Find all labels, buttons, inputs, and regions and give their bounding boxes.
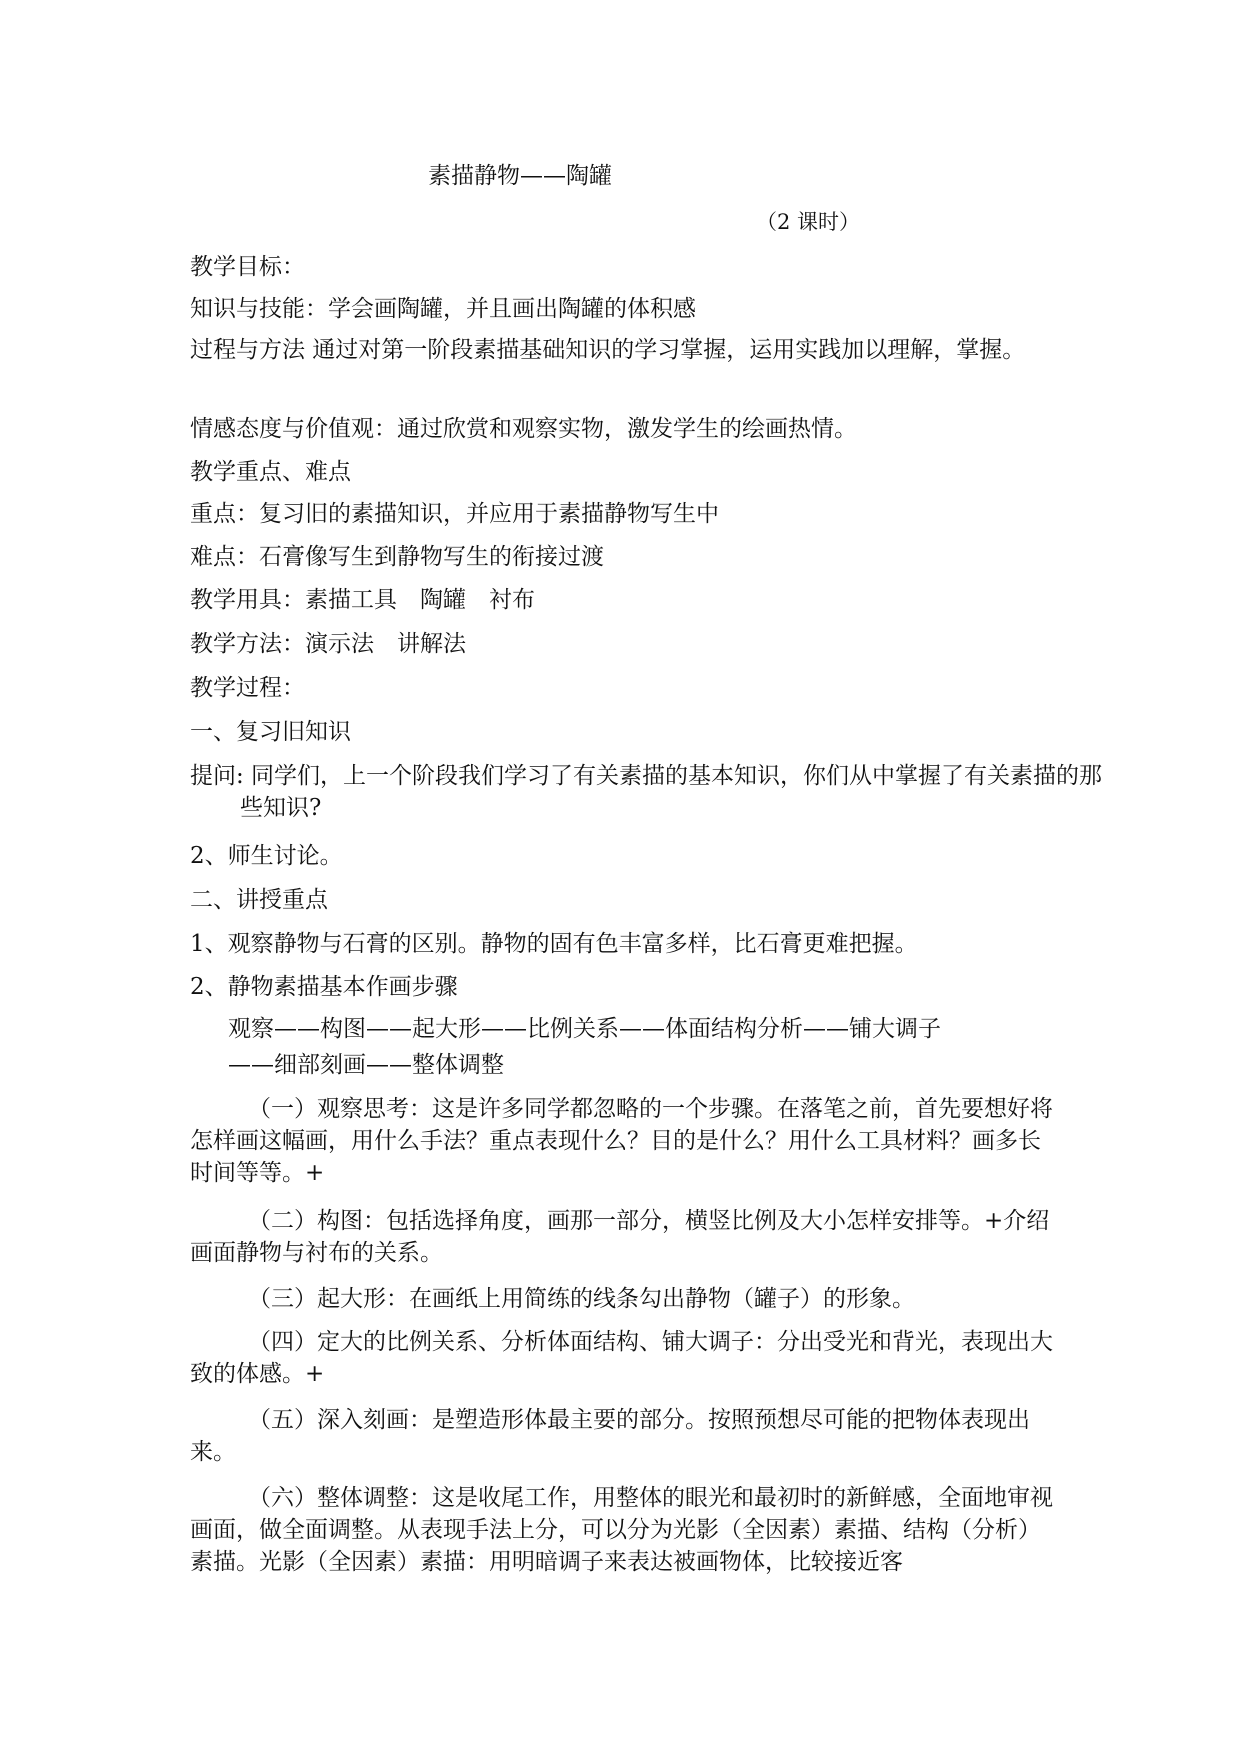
- discussion-line: 2、师生讨论。: [190, 843, 343, 869]
- step-rough-shape-paragraph: （三）起大形：在画纸上用简练的线条勾出静物（罐子）的形象。: [248, 1286, 915, 1312]
- step-proportion-paragraph: （四）定大的比例关系、分析体面结构、铺大调子：分出受光和背光，表现出大致的体感。+: [190, 1329, 1053, 1387]
- steps-sequence-line-2: ——细部刻画——整体调整: [228, 1052, 504, 1078]
- goal-heading: 教学目标：: [190, 254, 305, 280]
- step-adjust-paragraph: （六）整体调整：这是收尾工作，用整体的眼光和最初时的新鲜感，全面地审视画面，做全面调整。从表现手法上分，可以分为光影（全因素）素描、结构（分析）素描。光影（全因素）素描：用明暗调子来表达被画物体，比较接近客: [190, 1485, 1053, 1575]
- teaching-key-heading: 二、讲授重点: [190, 887, 328, 913]
- process-method-paragraph: 过程与方法 通过对第一阶段素描基础知识的学习掌握，运用实践加以理解，掌握。: [190, 337, 1026, 363]
- step-detail-paragraph: （五）深入刻画：是塑造形体最主要的部分。按照预想尽可能的把物体表现出来。: [190, 1407, 1030, 1465]
- key-difficulty-heading: 教学重点、难点: [190, 459, 351, 485]
- step-composition-paragraph: （二）构图：包括选择角度，画那一部分，横竖比例及大小怎样安排等。+介绍画面静物与衬布的关系。: [190, 1208, 1050, 1266]
- step-observe-paragraph: （一）观察思考：这是许多同学都忽略的一个步骤。在落笔之前，首先要想好将怎样画这幅画，用什么手法？重点表现什么？目的是什么？用什么工具材料？画多长时间等等。+: [190, 1096, 1053, 1186]
- lesson-duration: （2 课时）: [756, 210, 861, 234]
- teaching-tools-line: 教学用具：素描工具 陶罐 衬布: [190, 587, 535, 613]
- observe-difference-line: 1、观察静物与石膏的区别。静物的固有色丰富多样，比石膏更难把握。: [190, 931, 918, 957]
- steps-heading: 2、静物素描基本作画步骤: [190, 974, 458, 1000]
- teaching-methods-line: 教学方法：演示法 讲解法: [190, 631, 466, 657]
- document-title: 素描静物——陶罐: [428, 163, 612, 189]
- knowledge-skill-line: 知识与技能：学会画陶罐，并且画出陶罐的体积感: [190, 296, 696, 322]
- steps-sequence-line-1: 观察——构图——起大形——比例关系——体面结构分析——铺大调子: [228, 1016, 941, 1042]
- emotion-value-line: 情感态度与价值观：通过欣赏和观察实物，激发学生的绘画热情。: [190, 416, 857, 442]
- difficulty-line: 难点：石膏像写生到静物写生的衔接过渡: [190, 544, 604, 570]
- teaching-process-heading: 教学过程：: [190, 675, 305, 701]
- review-section-heading: 一、复习旧知识: [190, 719, 351, 745]
- question-paragraph: 提问: 同学们，上一个阶段我们学习了有关素描的基本知识，你们从中掌握了有关素描的那些知识?: [190, 763, 1103, 821]
- key-point-line: 重点：复习旧的素描知识，并应用于素描静物写生中: [190, 501, 719, 527]
